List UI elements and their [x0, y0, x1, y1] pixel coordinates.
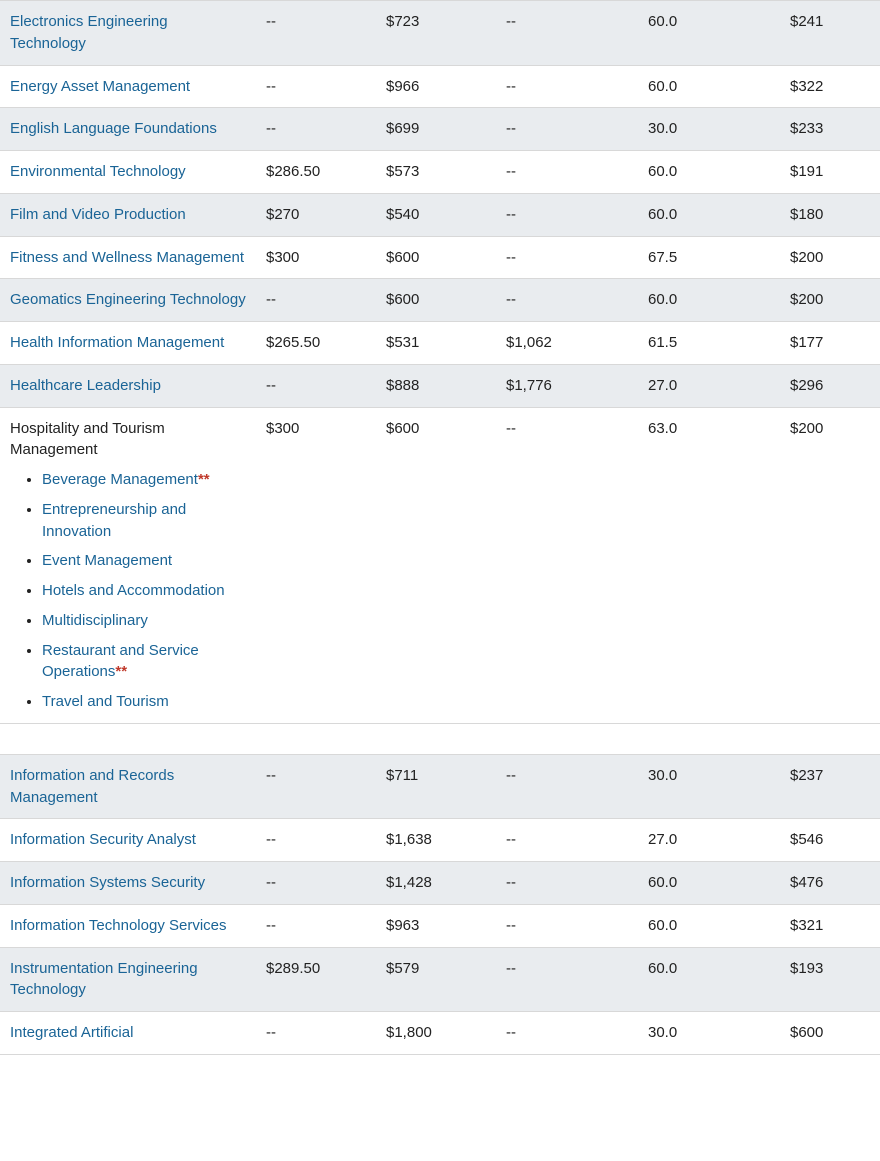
value-cell-2	[376, 819, 496, 862]
cell-value: --	[506, 1024, 516, 1041]
value-cell-2	[376, 151, 496, 194]
cell-value: $1,800	[386, 1024, 432, 1041]
value-cell-3	[496, 364, 638, 407]
value-cell-3	[496, 819, 638, 862]
cell-value: $180	[790, 205, 824, 223]
program-name[interactable]: Information Systems Security	[10, 874, 206, 891]
cell-value: 30.0	[648, 1024, 678, 1041]
value-cell-5	[780, 279, 880, 322]
cell-value: --	[506, 77, 516, 95]
row-spacer-cell	[0, 723, 880, 754]
cell-value: 60.0	[648, 959, 678, 977]
value-cell-3	[496, 407, 638, 723]
value-cell-4	[638, 947, 780, 1012]
table-row	[0, 364, 880, 407]
value-cell-4	[638, 862, 780, 905]
table-row	[0, 279, 880, 322]
program-cell	[0, 193, 256, 236]
value-cell-5	[780, 947, 880, 1012]
value-cell-5	[780, 151, 880, 194]
value-cell-4	[638, 279, 780, 322]
program-cell	[0, 947, 256, 1012]
program-cell	[0, 364, 256, 407]
major-link[interactable]: Entrepreneurship and Innovation	[42, 500, 187, 540]
program-cell	[0, 65, 256, 108]
value-cell-5	[780, 904, 880, 947]
program-cell	[0, 862, 256, 905]
cell-value: 61.5	[648, 334, 678, 351]
table-row	[0, 754, 880, 819]
program-cell	[0, 1012, 256, 1055]
cell-value: $1,428	[386, 874, 432, 891]
value-cell-1	[256, 819, 376, 862]
value-cell-2	[376, 904, 496, 947]
program-name[interactable]: Geomatics Engineering Technology	[10, 291, 246, 309]
value-cell-3	[496, 1, 638, 66]
table-row	[0, 1, 880, 66]
cell-value: --	[266, 1024, 276, 1041]
value-cell-1	[256, 947, 376, 1012]
list-item	[42, 499, 246, 551]
value-cell-4	[638, 65, 780, 108]
cell-value: --	[266, 13, 276, 30]
value-cell-2	[376, 322, 496, 365]
program-name[interactable]: Information Technology Services	[10, 916, 227, 934]
program-name[interactable]: Energy Asset Management	[10, 77, 191, 95]
value-cell-2	[376, 236, 496, 279]
value-cell-2	[376, 279, 496, 322]
program-name[interactable]: English Language Foundations	[10, 120, 217, 138]
program-cell	[0, 322, 256, 365]
value-cell-2	[376, 193, 496, 236]
cell-value: $296	[790, 376, 824, 394]
cell-value: --	[266, 120, 276, 138]
cell-value: 30.0	[648, 766, 678, 784]
value-cell-3	[496, 108, 638, 151]
cell-value: 27.0	[648, 831, 678, 849]
value-cell-1	[256, 1012, 376, 1055]
cell-value: $177	[790, 334, 824, 351]
cell-value: $1,776	[506, 376, 552, 394]
program-name[interactable]: Integrated Artificial	[10, 1024, 134, 1041]
major-link[interactable]: Hotels and Accommodation	[42, 582, 225, 599]
cell-value: 27.0	[648, 376, 678, 394]
program-name[interactable]: Instrumentation Engineering Technology	[10, 959, 198, 999]
list-item	[42, 691, 246, 713]
cell-value: 60.0	[648, 205, 678, 223]
cell-value: $300	[266, 419, 300, 437]
cell-value: --	[506, 766, 516, 784]
cell-value: $200	[790, 248, 824, 266]
value-cell-2	[376, 108, 496, 151]
major-link[interactable]: Restaurant and Service Operations	[42, 641, 199, 681]
table-row	[0, 151, 880, 194]
value-cell-3	[496, 947, 638, 1012]
value-cell-3	[496, 904, 638, 947]
table-row	[0, 65, 880, 108]
value-cell-4	[638, 193, 780, 236]
cell-value: $237	[790, 766, 824, 784]
cell-value: 60.0	[648, 13, 678, 30]
value-cell-4	[638, 108, 780, 151]
cell-value: --	[266, 376, 276, 394]
cell-value: 63.0	[648, 419, 678, 437]
value-cell-1	[256, 904, 376, 947]
cell-value: --	[506, 959, 516, 977]
program-name[interactable]: Information and Records Management	[10, 766, 175, 806]
cell-value: $531	[386, 334, 420, 351]
major-link[interactable]: Travel and Tourism	[42, 693, 169, 710]
major-link[interactable]: Multidisciplinary	[42, 611, 148, 629]
cell-value: $476	[790, 874, 824, 891]
program-name[interactable]: Electronics Engineering Technology	[10, 13, 168, 52]
program-cell	[0, 754, 256, 819]
program-cell	[0, 236, 256, 279]
program-name[interactable]: Environmental Technology	[10, 163, 186, 180]
list-item	[42, 580, 246, 610]
cell-value: 60.0	[648, 77, 678, 95]
value-cell-5	[780, 65, 880, 108]
cell-value: $888	[386, 376, 420, 394]
cell-value: $270	[266, 205, 300, 223]
program-name[interactable]: Fitness and Wellness Management	[10, 248, 245, 266]
cell-value: $191	[790, 163, 824, 180]
cell-value: $963	[386, 916, 420, 934]
program-cell	[0, 108, 256, 151]
cell-value: --	[266, 874, 276, 891]
cell-value: 60.0	[648, 163, 678, 180]
cell-value: --	[506, 163, 516, 180]
value-cell-5	[780, 407, 880, 723]
value-cell-5	[780, 322, 880, 365]
value-cell-1	[256, 279, 376, 322]
value-cell-4	[638, 322, 780, 365]
value-cell-1	[256, 862, 376, 905]
value-cell-4	[638, 364, 780, 407]
value-cell-5	[780, 1012, 880, 1055]
value-cell-4	[638, 1, 780, 66]
cell-value: $300	[266, 248, 300, 266]
cell-value: $966	[386, 77, 420, 95]
table-row	[0, 1012, 880, 1055]
value-cell-3	[496, 862, 638, 905]
cell-value: --	[506, 916, 516, 934]
cell-value: $699	[386, 120, 420, 138]
cell-value: $1,638	[386, 831, 432, 849]
value-cell-5	[780, 1, 880, 66]
cell-value: $322	[790, 77, 824, 95]
cell-value: --	[506, 13, 516, 30]
cell-value: --	[506, 248, 516, 266]
value-cell-2	[376, 862, 496, 905]
cell-value: 30.0	[648, 120, 678, 138]
value-cell-2	[376, 407, 496, 723]
value-cell-3	[496, 754, 638, 819]
value-cell-1	[256, 1, 376, 66]
value-cell-5	[780, 862, 880, 905]
table-row	[0, 322, 880, 365]
value-cell-2	[376, 754, 496, 819]
value-cell-1	[256, 236, 376, 279]
cell-value: $579	[386, 959, 420, 977]
cell-value: $286.50	[266, 163, 321, 180]
value-cell-4	[638, 904, 780, 947]
footnote-marker: **	[197, 471, 210, 488]
cell-value: $573	[386, 163, 420, 180]
value-cell-3	[496, 1012, 638, 1055]
cell-value: $241	[790, 13, 824, 30]
list-item	[42, 469, 246, 499]
value-cell-4	[638, 819, 780, 862]
list-item	[42, 640, 246, 692]
value-cell-3	[496, 236, 638, 279]
value-cell-4	[638, 151, 780, 194]
cell-value: $200	[790, 291, 824, 309]
program-cell	[0, 151, 256, 194]
cell-value: $600	[386, 248, 420, 266]
program-cell	[0, 904, 256, 947]
cell-value: $723	[386, 13, 420, 30]
cell-value: 60.0	[648, 874, 678, 891]
cell-value: --	[266, 291, 276, 309]
cell-value: --	[506, 874, 516, 891]
cell-value: --	[506, 291, 516, 309]
program-name[interactable]: Film and Video Production	[10, 205, 186, 223]
value-cell-1	[256, 151, 376, 194]
cell-value: --	[506, 205, 516, 223]
value-cell-1	[256, 754, 376, 819]
table-row	[0, 193, 880, 236]
footnote-marker: **	[115, 663, 128, 681]
program-name[interactable]: Health Information Management	[10, 334, 225, 351]
cell-value: $200	[790, 419, 824, 437]
value-cell-1	[256, 193, 376, 236]
cell-value: $546	[790, 831, 824, 849]
list-item	[42, 610, 246, 640]
value-cell-5	[780, 193, 880, 236]
program-name[interactable]: Healthcare Leadership	[10, 376, 161, 394]
value-cell-5	[780, 236, 880, 279]
cell-value: 60.0	[648, 291, 678, 309]
cell-value: --	[506, 120, 516, 138]
program-name[interactable]: Information Security Analyst	[10, 831, 196, 849]
major-link[interactable]: Event Management	[42, 552, 173, 570]
major-link[interactable]: Beverage Management	[42, 471, 198, 488]
value-cell-1	[256, 108, 376, 151]
value-cell-2	[376, 364, 496, 407]
value-cell-2	[376, 947, 496, 1012]
program-cell	[0, 1, 256, 66]
table-row	[0, 108, 880, 151]
cell-value: $600	[386, 291, 420, 309]
row-spacer	[0, 723, 880, 754]
table-row	[0, 236, 880, 279]
cell-value: --	[506, 419, 516, 437]
cell-value: --	[266, 916, 276, 934]
cell-value: $1,062	[506, 334, 552, 351]
value-cell-5	[780, 754, 880, 819]
cell-value: $600	[790, 1024, 824, 1041]
value-cell-5	[780, 364, 880, 407]
cell-value: $711	[386, 766, 419, 784]
table-row	[0, 947, 880, 1012]
cell-value: --	[266, 77, 276, 95]
value-cell-4	[638, 1012, 780, 1055]
value-cell-2	[376, 1, 496, 66]
cell-value: $600	[386, 419, 420, 437]
table-row	[0, 819, 880, 862]
value-cell-2	[376, 65, 496, 108]
cell-value: --	[266, 831, 276, 849]
cell-value: --	[266, 766, 276, 784]
list-item	[42, 550, 246, 580]
cell-value: --	[506, 831, 516, 849]
value-cell-4	[638, 236, 780, 279]
value-cell-1	[256, 407, 376, 723]
cell-value: 60.0	[648, 916, 678, 934]
program-cell	[0, 279, 256, 322]
cell-value: $233	[790, 120, 824, 138]
value-cell-5	[780, 819, 880, 862]
value-cell-2	[376, 1012, 496, 1055]
cell-value: $289.50	[266, 959, 321, 977]
cell-value: 67.5	[648, 248, 678, 266]
value-cell-3	[496, 151, 638, 194]
value-cell-1	[256, 322, 376, 365]
program-cell	[0, 819, 256, 862]
cell-value: $193	[790, 959, 824, 977]
program-name: Hospitality and Tourism Management	[10, 419, 165, 459]
value-cell-4	[638, 407, 780, 723]
cell-value: $540	[386, 205, 420, 223]
program-fee-table-body	[0, 1, 880, 1055]
value-cell-1	[256, 65, 376, 108]
program-cell	[0, 407, 256, 723]
major-list	[10, 469, 246, 713]
value-cell-3	[496, 193, 638, 236]
table-row	[0, 862, 880, 905]
cell-value: $321	[790, 916, 824, 934]
value-cell-3	[496, 279, 638, 322]
table-row	[0, 407, 880, 723]
value-cell-5	[780, 108, 880, 151]
value-cell-1	[256, 364, 376, 407]
table-row	[0, 904, 880, 947]
value-cell-3	[496, 65, 638, 108]
cell-value: $265.50	[266, 334, 321, 351]
value-cell-4	[638, 754, 780, 819]
value-cell-3	[496, 322, 638, 365]
